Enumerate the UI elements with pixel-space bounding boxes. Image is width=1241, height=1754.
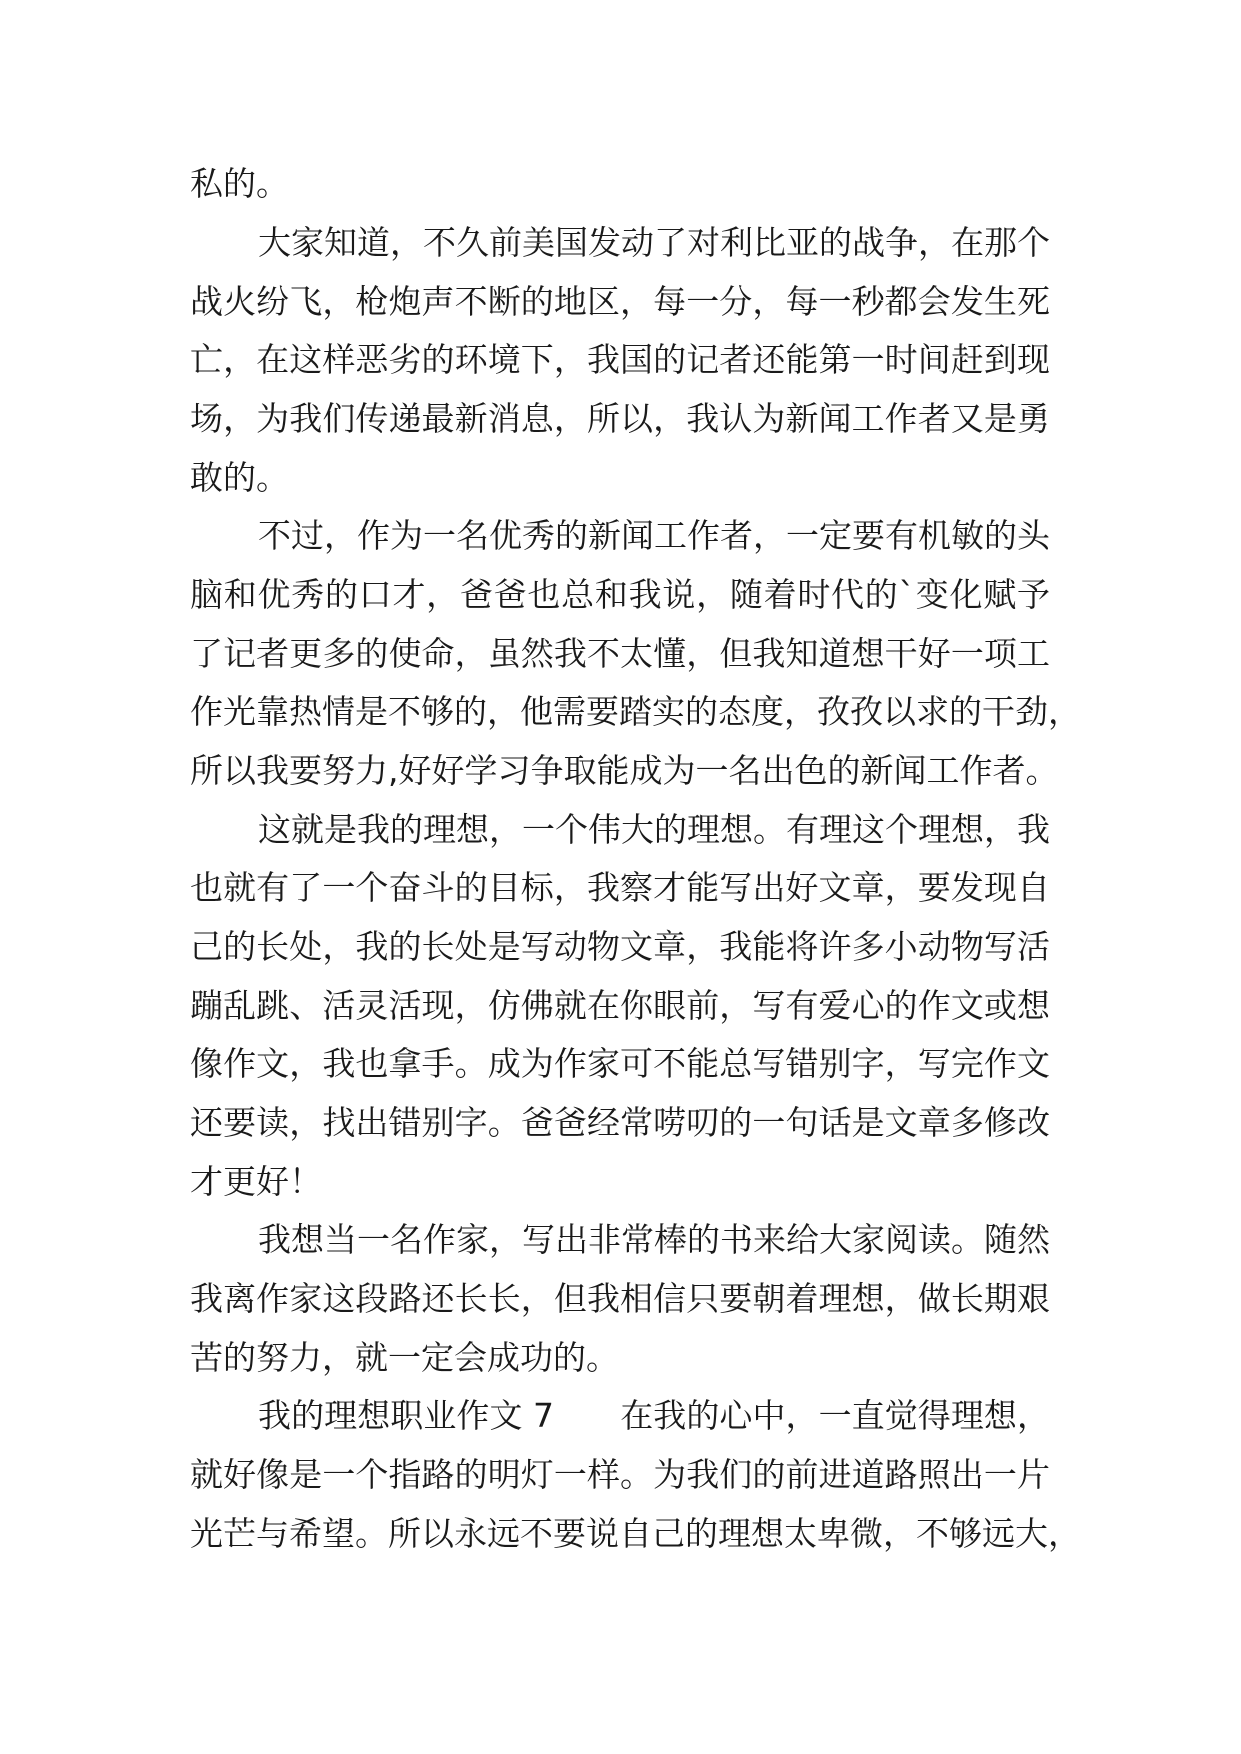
text-line: 敢的。 [190, 458, 289, 497]
text-line: 也就有了一个奋斗的目标，我察才能写出好文章，要发现自 [190, 868, 1050, 907]
text-line: 不过，作为一名优秀的新闻工作者，一定要有机敏的头 [258, 516, 1050, 555]
text-line: 场，为我们传递最新消息，所以，我认为新闻工作者又是勇 [190, 399, 1050, 438]
text-line: 才更好！ [190, 1162, 322, 1201]
text-line: 亡，在这样恶劣的环境下，我国的记者还能第一时间赶到现 [190, 340, 1050, 379]
text-line: 我的理想职业作文 7 在我的心中，一直觉得理想， [258, 1396, 1050, 1435]
text-line: 这就是我的理想，一个伟大的理想。有理这个理想，我 [258, 810, 1050, 849]
text-line: 还要读，找出错别字。爸爸经常唠叨的一句话是文章多修改 [190, 1103, 1050, 1142]
text-line: 了记者更多的使命，虽然我不太懂，但我知道想干好一项工 [190, 634, 1050, 673]
text-line: 所以我要努力,好好学习争取能成为一名出色的新闻工作者。 [190, 751, 1059, 790]
text-line: 蹦乱跳、活灵活现，仿佛就在你眼前，写有爱心的作文或想 [190, 986, 1050, 1025]
text-line: 我想当一名作家，写出非常棒的书来给大家阅读。随然 [258, 1220, 1050, 1259]
text-line: 私的。 [190, 164, 289, 203]
text-line: 战火纷飞，枪炮声不断的地区，每一分，每一秒都会发生死 [190, 282, 1050, 321]
text-line: 作光靠热情是不够的，他需要踏实的态度，孜孜以求的干劲， [190, 692, 1081, 731]
text-line: 己的长处，我的长处是写动物文章，我能将许多小动物写活 [190, 927, 1050, 966]
text-line: 光芒与希望。所以永远不要说自己的理想太卑微，不够远大， [190, 1514, 1081, 1553]
text-line: 苦的努力，就一定会成功的。 [190, 1338, 619, 1377]
text-line: 我离作家这段路还长长，但我相信只要朝着理想，做长期艰 [190, 1279, 1050, 1318]
text-line: 大家知道，不久前美国发动了对利比亚的战争，在那个 [258, 223, 1050, 262]
text-line: 就好像是一个指路的明灯一样。为我们的前进道路照出一片 [190, 1455, 1050, 1494]
text-line: 像作文，我也拿手。成为作家可不能总写错别字，写完作文 [190, 1044, 1050, 1083]
text-line: 脑和优秀的口才，爸爸也总和我说，随着时代的`变化赋予 [190, 575, 1050, 614]
